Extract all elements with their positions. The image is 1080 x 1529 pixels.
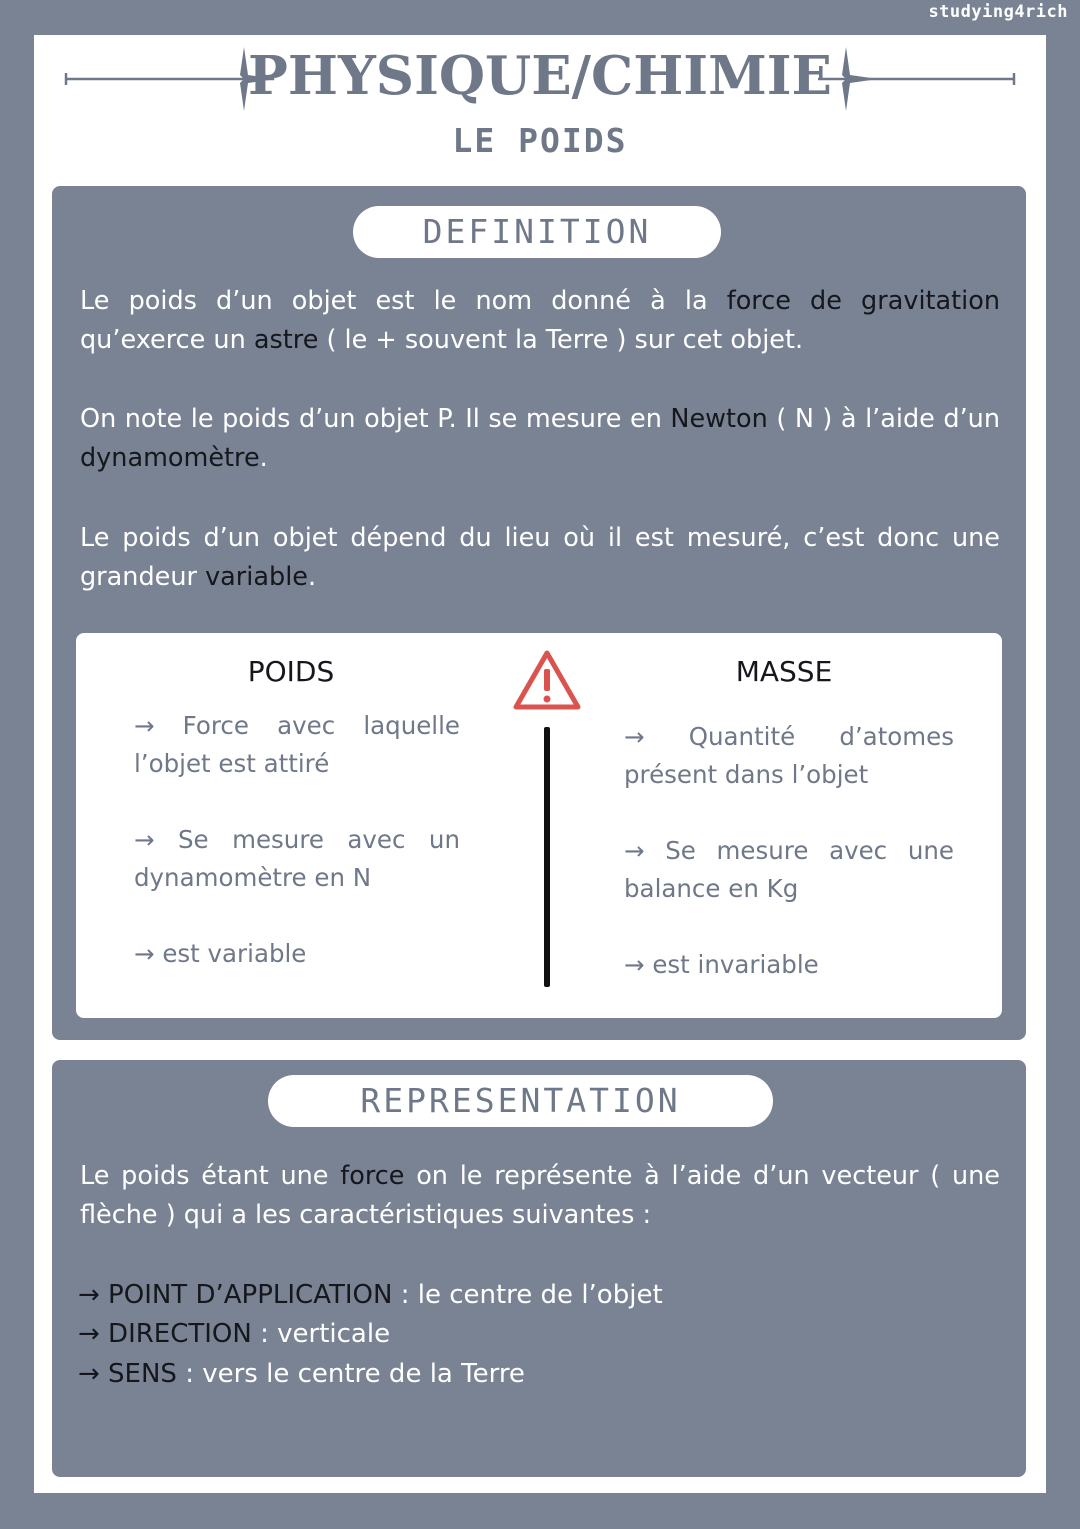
text: Le poids d’un objet dépend du lieu où il est mesuré, c’est donc une grandeur	[80, 523, 1000, 592]
highlight-astre: astre	[253, 325, 319, 355]
text: ( N ) à l’aide d’un	[767, 404, 1001, 434]
characteristic-key: → SENS	[78, 1359, 177, 1389]
text: .	[307, 562, 317, 592]
sheet	[34, 35, 1046, 1493]
characteristic-key: → POINT D’APPLICATION	[78, 1280, 393, 1310]
characteristic-value: : verticale	[251, 1319, 391, 1349]
masse-item-3: → est invariable	[624, 950, 819, 979]
definition-paragraph-3	[80, 519, 1000, 597]
characteristic-value: : le centre de l’objet	[392, 1280, 663, 1310]
text: .	[259, 443, 268, 473]
column-divider	[544, 727, 550, 987]
characteristic-key: → DIRECTION	[78, 1319, 252, 1349]
masse-title: MASSE	[735, 655, 833, 688]
representation-heading: REPRESENTATION	[268, 1075, 773, 1127]
characteristic-point-application	[78, 1276, 663, 1315]
poids-item-2: → Se mesure avec un dynamomètre en N	[134, 825, 460, 892]
definition-panel	[52, 186, 1026, 1040]
characteristic-direction	[78, 1315, 390, 1354]
definition-heading: DEFINITION	[353, 206, 721, 258]
page-title: PHYSIQUE/CHIMIE	[248, 45, 832, 107]
poids-item-1: → Force avec laquelle l’objet est attiré	[134, 711, 460, 778]
highlight-dynamometre: dynamomètre	[80, 443, 260, 473]
warning-icon	[512, 649, 582, 711]
text: Le poids étant une	[80, 1161, 341, 1191]
definition-paragraph-1	[80, 282, 1000, 360]
representation-panel	[52, 1060, 1026, 1477]
masse-item-2: → Se mesure avec une balance en Kg	[624, 836, 954, 903]
text: ( le + souvent la Terre ) sur cet objet.	[318, 325, 804, 355]
definition-paragraph-2	[80, 400, 1000, 478]
text: On note le poids d’un objet P. Il se mesure en	[80, 404, 671, 434]
poids-item-3: → est variable	[134, 939, 307, 968]
highlight-variable: variable	[205, 562, 308, 592]
watermark: studying4rich	[928, 2, 1068, 22]
characteristic-sens	[78, 1355, 525, 1394]
highlight-newton: Newton	[670, 404, 768, 434]
highlight-force-de-gravitation: force de gravitation	[726, 286, 1000, 316]
comparison-box	[76, 633, 1002, 1018]
page-subtitle: LE POIDS	[452, 121, 628, 160]
text: qu’exerce un	[80, 325, 254, 355]
highlight-force: force	[340, 1161, 405, 1191]
representation-intro	[80, 1157, 1000, 1235]
text: Le poids d’un objet est le nom donné à la	[80, 286, 727, 316]
masse-item-1: → Quantité d’atomes présent dans l’objet	[624, 722, 954, 789]
text: on le représente à l’aide d’un vecteur ( une flèche ) qui a les caractéristiques suivantes :	[80, 1161, 1000, 1230]
poids-title: POIDS	[247, 655, 335, 688]
characteristic-value: : vers le centre de la Terre	[176, 1359, 525, 1389]
